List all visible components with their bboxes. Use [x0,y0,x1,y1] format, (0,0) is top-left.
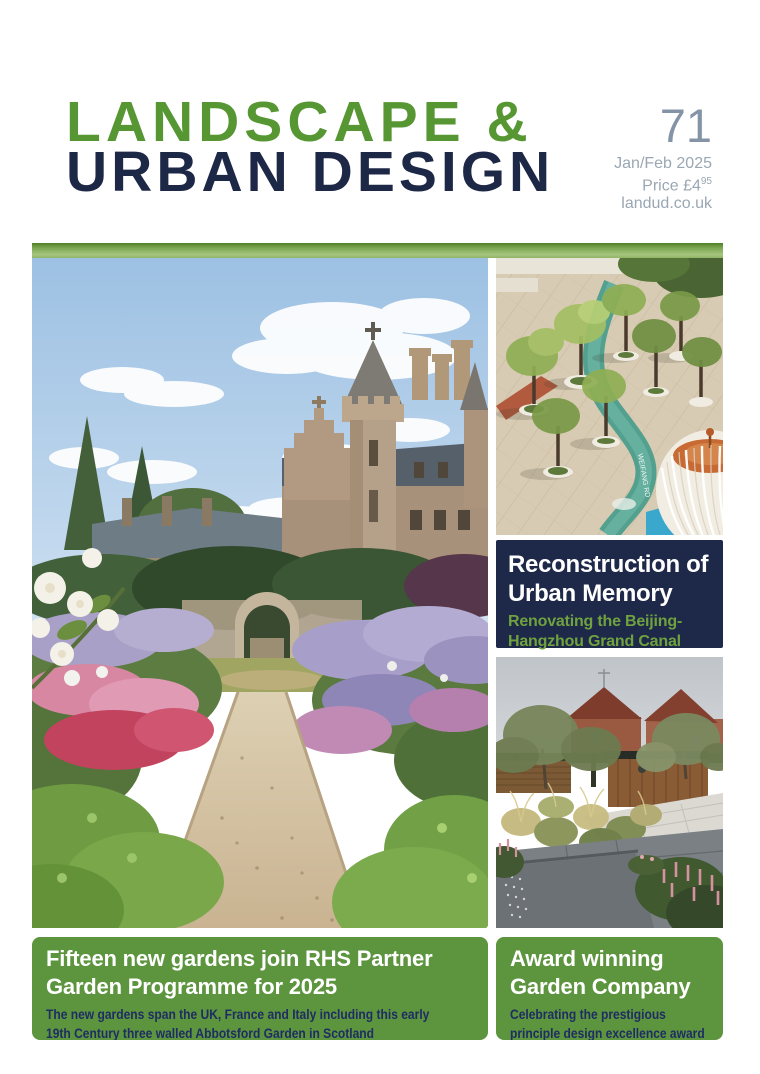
divider-bar [32,243,723,258]
award-subtitle-line2: principle design excellence award [510,1025,705,1040]
award-title [510,945,709,1001]
photo-abbotsford-garden [32,258,488,928]
award-subtitle [510,1005,709,1040]
award-subtitle-line1: Celebrating the prestigious [510,1006,666,1022]
rhs-title-line1: Fifteen new gardens join RHS Partner [46,946,433,971]
rhs-title-line2: Garden Programme for 2025 [46,974,337,999]
feature-award-company [496,937,723,1040]
feature-subtitle [508,612,711,652]
issue-date: Jan/Feb 2025 [614,155,712,172]
feature-subtitle-line2: Hangzhou Grand Canal [508,633,681,650]
svg-text:WEIFANG RD: WEIFANG RD [636,453,651,499]
feature-urban-memory [496,540,723,648]
award-title-line1: Award winning [510,946,664,971]
issue-price [614,173,712,195]
modern-garden-illustration [496,657,723,928]
issue-number: 71 [659,99,712,152]
grand-canal-plaza-illustration [496,258,723,535]
magazine-logo [66,90,555,204]
feature-rhs-gardens [32,937,488,1040]
rhs-title [46,945,474,1001]
website-url: landud.co.uk [621,195,712,213]
photo-award-garden [496,657,723,928]
rhs-subtitle-line1: The new gardens span the UK, France and Italy including this early [46,1006,430,1022]
price-text: Price £4 [642,177,701,195]
feature-title-line2: Urban Memory [508,580,673,607]
abbotsford-garden-illustration [32,258,488,928]
rhs-subtitle-line2: 19th Century three walled Abbotsford Garden in Scotland [46,1025,375,1040]
photo-grand-canal-plaza [496,258,723,535]
price-pence: 95 [700,176,712,187]
logo-urban-design-line: URBAN DESIGN [66,140,555,204]
award-title-line2: Garden Company [510,974,691,999]
feature-subtitle-line1: Renovating the Beijing- [508,613,683,630]
issue-info-block [614,99,712,213]
rhs-subtitle [46,1005,474,1040]
logo-landscape-line: LANDSCAPE & [66,90,533,154]
feature-title-line1: Reconstruction of [508,551,709,578]
feature-title [508,550,711,608]
